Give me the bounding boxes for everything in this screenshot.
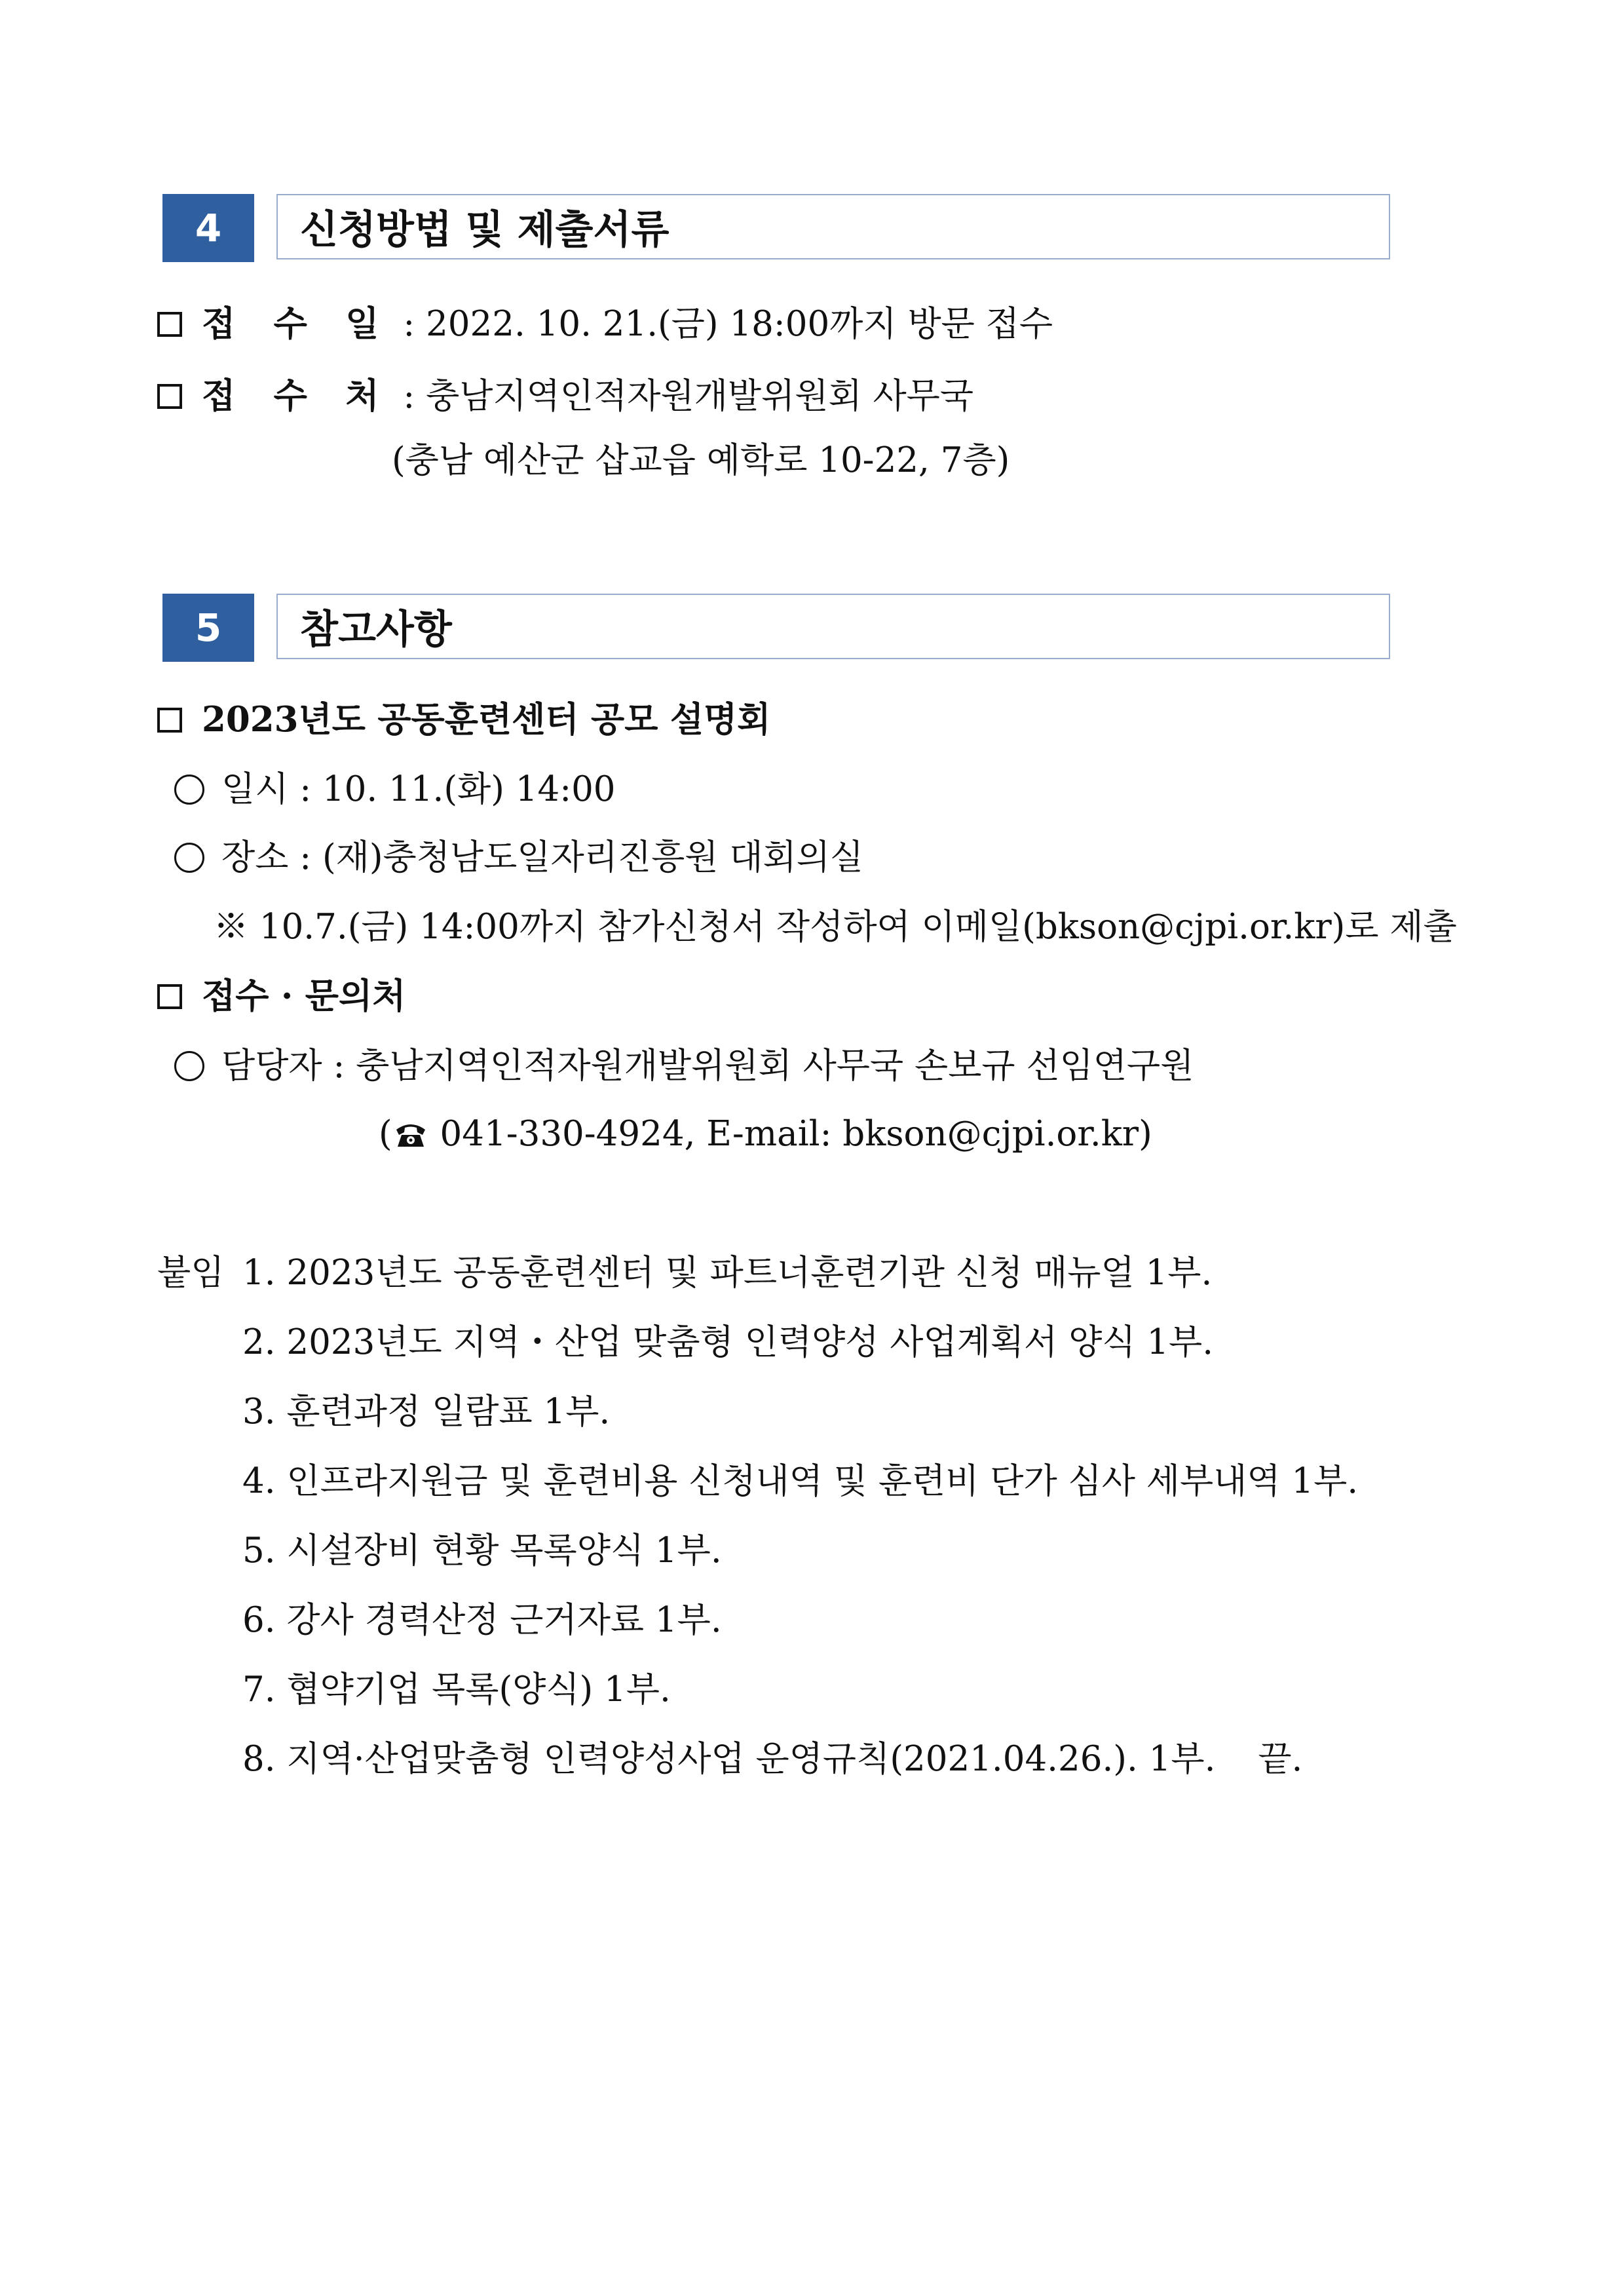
receipt-place-label: 접 수 처 xyxy=(202,375,392,416)
receipt-date-label: 접 수 일 xyxy=(202,303,392,344)
circle-bullet-icon xyxy=(174,1051,204,1081)
receipt-date-value: : 2022. 10. 21.(금) 18:00까지 방문 접수 xyxy=(403,304,1053,344)
contact-details: 041-330-4924, E-mail: bkson@cjpi.or.kr) xyxy=(440,1114,1152,1154)
briefing-heading: 2023년도 공동훈련센터 공모 설명회 xyxy=(202,699,771,740)
attachment-item-7: 7. 협약기업 목록(양식) 1부. xyxy=(242,1670,671,1710)
section-4-number: 4 xyxy=(162,194,254,262)
checkbox-square-icon xyxy=(157,984,182,1009)
briefing-date: 일시 : 10. 11.(화) 14:00 xyxy=(221,769,616,809)
contact-heading-row xyxy=(157,976,406,1016)
checkbox-square-icon xyxy=(157,384,182,409)
checkbox-square-icon xyxy=(157,312,182,337)
attachment-item-1: 1. 2023년도 공동훈련센터 및 파트너훈련기관 신청 매뉴얼 1부. xyxy=(242,1253,1213,1293)
receipt-place-value: : 충남지역인적자원개발위원회 사무국 xyxy=(403,376,974,416)
contact-person-row xyxy=(174,1046,1194,1086)
checkbox-square-icon xyxy=(157,708,182,733)
section-5-number: 5 xyxy=(162,594,254,662)
contact-heading: 접수 · 문의처 xyxy=(202,976,406,1016)
attachment-item-3: 3. 훈련과정 일람표 1부. xyxy=(242,1392,611,1432)
receipt-date-row xyxy=(157,303,1053,344)
briefing-date-row xyxy=(174,769,616,809)
section-4-title: 신청방법 및 제출서류 xyxy=(276,194,1390,259)
end-mark: 끝. xyxy=(1258,1739,1303,1779)
telephone-icon xyxy=(392,1117,429,1151)
circle-bullet-icon xyxy=(174,843,204,873)
briefing-note: ※ 10.7.(금) 14:00까지 참가신청서 작성하여 이메일(bkson@cjpi.or.kr)로 제출 xyxy=(214,907,1457,947)
attachment-item-5: 5. 시설장비 현황 목록양식 1부. xyxy=(242,1531,722,1571)
attachment-item-6: 6. 강사 경력산정 근거자료 1부. xyxy=(242,1600,722,1640)
attachment-item-8 xyxy=(242,1739,1303,1779)
briefing-place: 장소 : (재)충청남도일자리진흥원 대회의실 xyxy=(221,837,864,877)
contact-open-paren: ( xyxy=(379,1114,392,1154)
attachment-item-4: 4. 인프라지원금 및 훈련비용 신청내역 및 훈련비 단가 심사 세부내역 1부. xyxy=(242,1461,1359,1501)
attachment-item-8-text: 8. 지역·산업맞춤형 인력양성사업 운영규칙(2021.04.26.). 1부. xyxy=(242,1739,1216,1779)
briefing-heading-row xyxy=(157,699,771,740)
briefing-place-row xyxy=(174,837,864,877)
contact-person: 담당자 : 충남지역인적자원개발위원회 사무국 손보규 선임연구원 xyxy=(221,1046,1194,1086)
attachment-item-2: 2. 2023년도 지역・산업 맞춤형 인력양성 사업계획서 양식 1부. xyxy=(242,1322,1214,1362)
contact-details-row xyxy=(379,1114,1152,1154)
section-5-title: 참고사항 xyxy=(276,594,1390,659)
circle-bullet-icon xyxy=(174,775,204,805)
receipt-place-row xyxy=(157,375,974,416)
attachments-label: 붙임 xyxy=(157,1253,225,1293)
receipt-place-address: (충남 예산군 삽교읍 예학로 10-22, 7층) xyxy=(392,440,1010,480)
